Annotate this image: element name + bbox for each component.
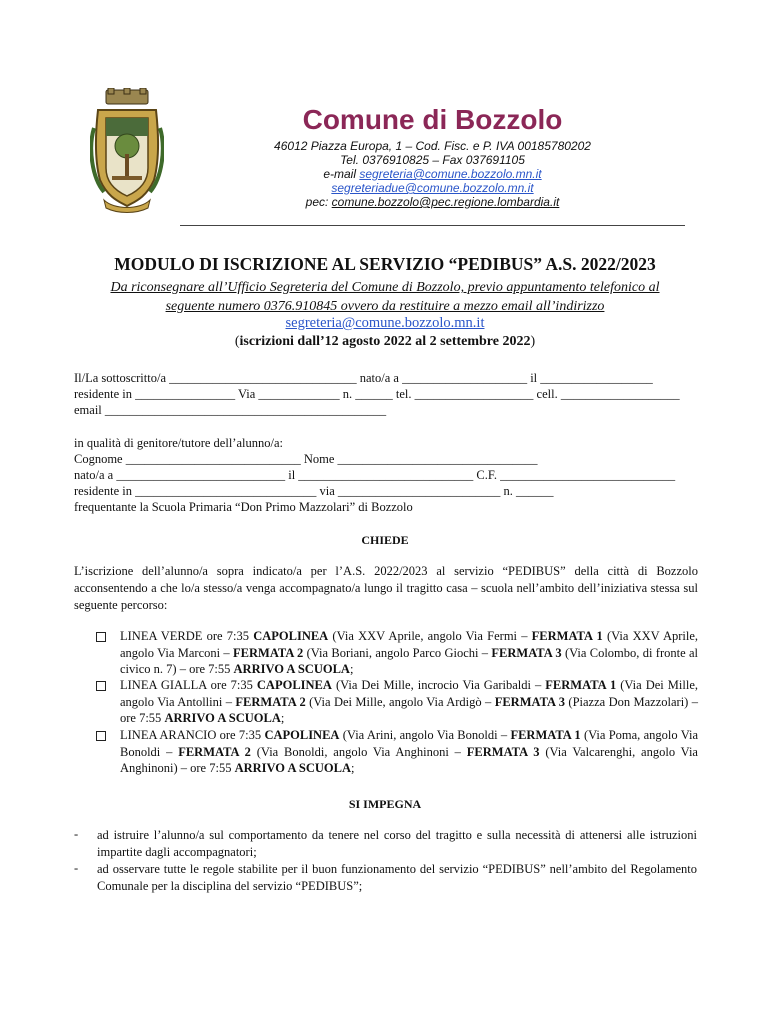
email-link-1[interactable]: segreteria@comune.bozzolo.mn.it: [359, 167, 542, 181]
route-label: FERMATA 3: [466, 744, 540, 759]
pec-link[interactable]: comune.bozzolo@pec.regione.lombardia.it: [331, 195, 560, 209]
route-stop: (Via Arini, angolo Via Bonoldi –: [339, 728, 511, 742]
route-label: FERMATA 1: [510, 728, 581, 742]
header-divider: [180, 225, 685, 226]
list-bullet: -: [74, 861, 79, 875]
route-verde: [120, 628, 698, 678]
route-checkbox-arancio[interactable]: [96, 731, 106, 741]
chiede-paragraph: L’iscrizione dell’alunno/a sopra indicato/a per l’A.S. 2022/2023 al servizio “PEDIBUS” della città di Bozzolo acconsentendo a che lo/a stesso/a venga accompagnato/a lungo il tragitto casa – scuola nell’ambito dell’iniziativa stessa sul seguente percorso:: [74, 564, 698, 612]
enrollment-period: (iscrizioni dall’12 agosto 2022 al 2 settembre 2022): [234, 334, 536, 349]
route-stop: (Via Colombo, di fronte al civico n. 7) – ore 7:55: [120, 645, 698, 676]
route-name: LINEA VERDE ore 7:35: [120, 629, 254, 643]
route-label: FERMATA 2: [233, 645, 304, 660]
form-line-4: in qualità di genitore/tutore dell’alunno/a:: [74, 436, 283, 450]
route-label: CAPOLINEA: [253, 629, 329, 643]
route-label: ARRIVO A SCUOLA: [233, 662, 350, 676]
route-label: ARRIVO A SCUOLA: [164, 711, 281, 725]
route-label: FERMATA 1: [545, 678, 617, 692]
route-checkbox-gialla[interactable]: [96, 681, 106, 691]
form-line-6[interactable]: nato/a a ___________________________ il ____________________________ C.F. ____________________________: [74, 468, 676, 482]
route-name: LINEA GIALLA ore 7:35: [120, 678, 257, 692]
impegna-item-2: ad osservare tutte le regole stabilite per il buon funzionamento del servizio “PEDIBUS” nell’ambito del Regolamento Comunale per la disciplina del servizio “PEDIBUS”;: [97, 862, 697, 893]
form-line-2[interactable]: residente in ________________ Via _____________ n. ______ tel. ___________________ cell. ___________________: [74, 387, 680, 401]
form-line-1[interactable]: Il/La sottoscritto/a ______________________________ nato/a a ____________________ il __________________: [74, 371, 653, 385]
route-stop: (Piazza Don Mazzolari) – ore 7:55: [120, 694, 698, 725]
org-name: Comune di Bozzolo: [302, 104, 563, 135]
route-stop: (Via Dei Mille, incrocio Via Garibaldi –: [331, 678, 546, 692]
route-stop: (Via Valcarenghi, angolo Via Anghinoni) – ore 7:55: [120, 744, 698, 775]
list-bullet: -: [74, 827, 79, 841]
enrollment-period-text: iscrizioni dall’12 agosto 2022 al 2 settembre 2022: [239, 334, 531, 349]
contact-email: [60, 315, 710, 332]
route-gialla: [120, 677, 698, 727]
route-label: FERMATA 3: [494, 694, 565, 709]
pec-label: pec:: [305, 195, 332, 209]
route-arancio: [120, 727, 698, 777]
route-stop: (Via Dei Mille, angolo Via Ardigò –: [305, 694, 495, 709]
form-line-7[interactable]: residente in _____________________________ via __________________________ n. ______: [74, 484, 554, 498]
subtitle-line-1: Da riconsegnare all’Ufficio Segreteria del Comune di Bozzolo, previo appuntamento telefonico al: [110, 280, 660, 295]
form-line-3[interactable]: email _____________________________________________: [74, 403, 387, 417]
subtitle-line-2: seguente numero 0376.910845 ovvero da restituire a mezzo email all’indirizzo: [165, 299, 605, 314]
municipal-crest-icon: [90, 88, 164, 214]
route-stop: (Via XXV Aprile, angolo Via Fermi –: [328, 629, 532, 643]
route-stop: (Via XXV Aprile, angolo Via Marconi –: [120, 629, 699, 660]
org-email-line-2: [180, 181, 685, 195]
chiede-heading: CHIEDE: [361, 533, 409, 547]
route-end: ;: [349, 662, 354, 676]
impegna-heading: SI IMPEGNA: [348, 797, 422, 811]
form-line-8: frequentante la Scuola Primaria “Don Primo Mazzolari” di Bozzolo: [74, 500, 413, 514]
route-checkbox-verde[interactable]: [96, 632, 106, 642]
contact-email-link[interactable]: segreteria@comune.bozzolo.mn.it: [285, 315, 485, 331]
route-label: CAPOLINEA: [256, 678, 332, 692]
route-end: ;: [351, 761, 355, 775]
route-end: ;: [280, 711, 285, 725]
route-label: FERMATA 2: [178, 744, 251, 759]
route-label: FERMATA 2: [235, 694, 306, 709]
form-line-5[interactable]: Cognome ____________________________ Nome ________________________________: [74, 452, 538, 466]
route-stop: (Via Bonoldi, angolo Via Anghinoni –: [250, 744, 467, 759]
route-label: FERMATA 3: [491, 645, 562, 660]
route-stop: (Via Boriani, angolo Parco Giochi –: [303, 645, 492, 660]
route-stop: (Via Poma, angolo Via Bonoldi –: [120, 728, 698, 759]
route-label: FERMATA 1: [531, 629, 603, 643]
email-label: e-mail: [323, 167, 360, 181]
form-title: MODULO DI ISCRIZIONE AL SERVIZIO “PEDIBUS” A.S. 2022/2023: [114, 254, 656, 274]
route-name: LINEA ARANCIO ore 7:35: [120, 728, 265, 742]
org-address: 46012 Piazza Europa, 1 – Cod. Fisc. e P. IVA 00185780202: [274, 139, 591, 153]
route-stop: (Via Dei Mille, angolo Via Antollini –: [120, 678, 698, 709]
email-link-2[interactable]: segreteriadue@comune.bozzolo.mn.it: [331, 181, 534, 195]
impegna-item-1: ad istruire l’alunno/a sul comportamento da tenere nel corso del tragitto e sulla necessità di attenersi alle istruzioni impartite dagli accompagnatori;: [97, 828, 697, 859]
route-label: ARRIVO A SCUOLA: [234, 761, 352, 775]
org-pec-line: [180, 195, 685, 209]
org-phone: Tel. 0376910825 – Fax 037691105: [340, 153, 525, 167]
route-label: CAPOLINEA: [264, 728, 340, 742]
org-email-line: [180, 167, 685, 181]
